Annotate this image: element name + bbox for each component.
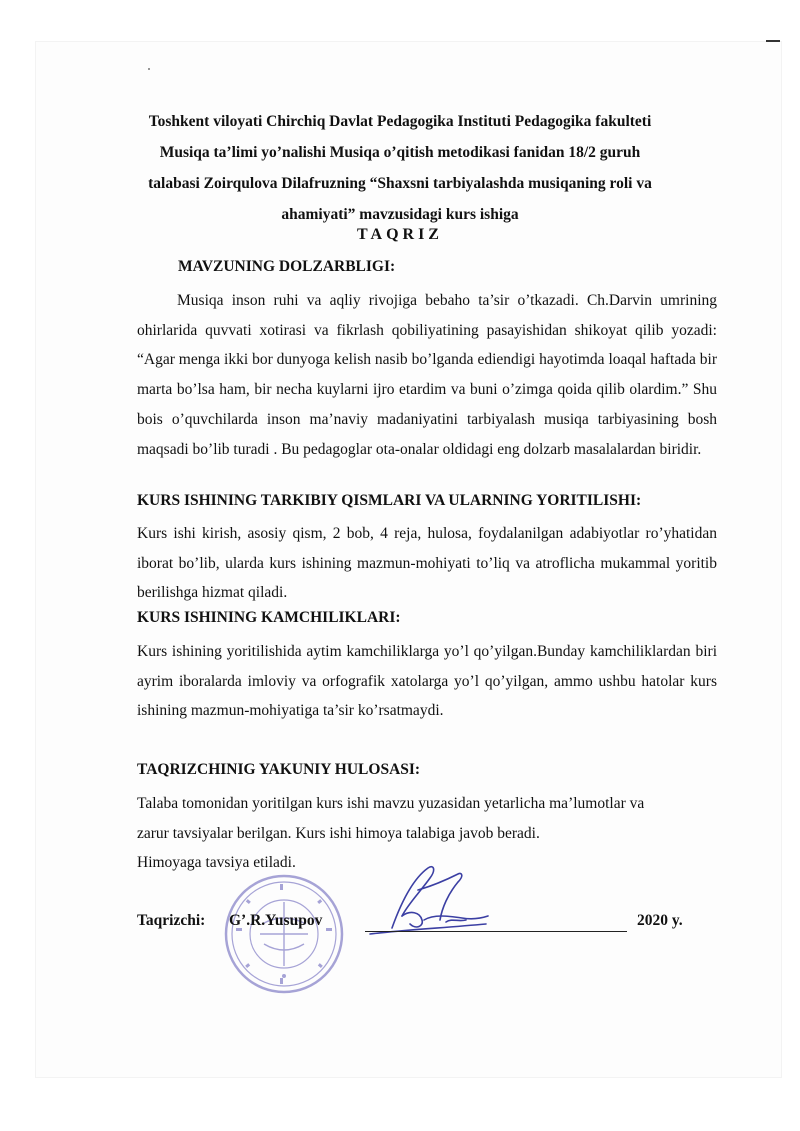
conclusion-line-2: zarur tavsiyalar berilgan. Kurs ishi himoya talabiga javob beradi. <box>137 824 540 842</box>
document-heading <box>120 106 680 230</box>
shortcomings-heading: KURS ISHINING KAMCHILIKLARI: <box>137 609 401 626</box>
signature-line <box>365 931 627 932</box>
relevance-text: Musiqa inson ruhi va aqliy rivojiga bebaho ta’sir o’tkazadi. Ch.Darvin umrining ohirlarida quvvati xotirasi va fikrlash qobiliyatining pasayishidan shikoyat qilib yozadi: “Agar menga ikki bor dunyoga kelish nasib bo’lganda ediendigi hayotimda loaqal haftada bir marta bo’lsa ham, bir necha kuylarni ijro etardim va buni o’zimga qoida qilib olardim.” Shu bois o’quvchilarda inson ma’naviy madaniyatini tarbiyalash musiqa tarbiyasining bosh maqsadi bo’lib turadi . Bu pedagoglar ota-onalar oldidagi eng dolzarb masalalardan biridir. <box>137 292 717 458</box>
heading-line-3: talabasi Zoirqulova Dilafruzning “Shaxsni tarbiyalashda musiqaning roli va <box>148 175 652 192</box>
signature-row <box>137 912 717 942</box>
scan-mark <box>766 40 780 42</box>
conclusion-heading: TAQRIZCHINIG YAKUNIY HULOSASI: <box>137 761 421 778</box>
document-title: TAQRIZ <box>357 226 443 243</box>
signature-year: 2020 y. <box>637 912 683 929</box>
relevance-heading: MAVZUNING DOLZARBLIGI: <box>178 258 396 275</box>
heading-line-4: ahamiyati” mavzusidagi kurs ishiga <box>281 206 519 223</box>
conclusion-line-1: Talaba tomonidan yoritilgan kurs ishi mavzu yuzasidan yetarlicha ma’lumotlar va <box>137 795 645 812</box>
heading-line-2: Musiqa ta’limi yo’nalishi Musiqa o’qitish metodikasi fanidan 18/2 guruh <box>159 144 641 161</box>
conclusion-line-3: Himoyaga tavsiya etiladi. <box>137 854 296 872</box>
structure-heading: KURS ISHINING TARKIBIY QISMLARI VA ULARNING YORITILISHI: <box>137 492 642 509</box>
reviewer-name: G’.R.Yusupov <box>229 912 323 929</box>
structure-text: Kurs ishi kirish, asosiy qism, 2 bob, 4 reja, hulosa, foydalanilgan adabiyotlar ro’yhatidan iborat bo’lib, ularda kurs ishining mazmun-mohiyati to’liq va atroflicha mukammal yoritib berilishga hizmat qiladi. <box>137 525 717 602</box>
shortcomings-text: Kurs ishining yoritilishida aytim kamchiliklarga yo’l qo’yilgan.Bunday kamchiliklardan biri ayrim iboralarda imloviy va orfografik xatolarga yo’l qo’yilgan, ammo ushbu hatolar kurs ishining mazmun-mohiyatiga ta’sir ko’rsatmaydi. <box>137 643 717 720</box>
reviewer-label: Taqrizchi: <box>137 912 206 929</box>
scan-dot <box>148 68 150 70</box>
heading-line-1: Toshkent viloyati Chirchiq Davlat Pedagogika Instituti Pedagogika fakulteti <box>148 113 652 130</box>
